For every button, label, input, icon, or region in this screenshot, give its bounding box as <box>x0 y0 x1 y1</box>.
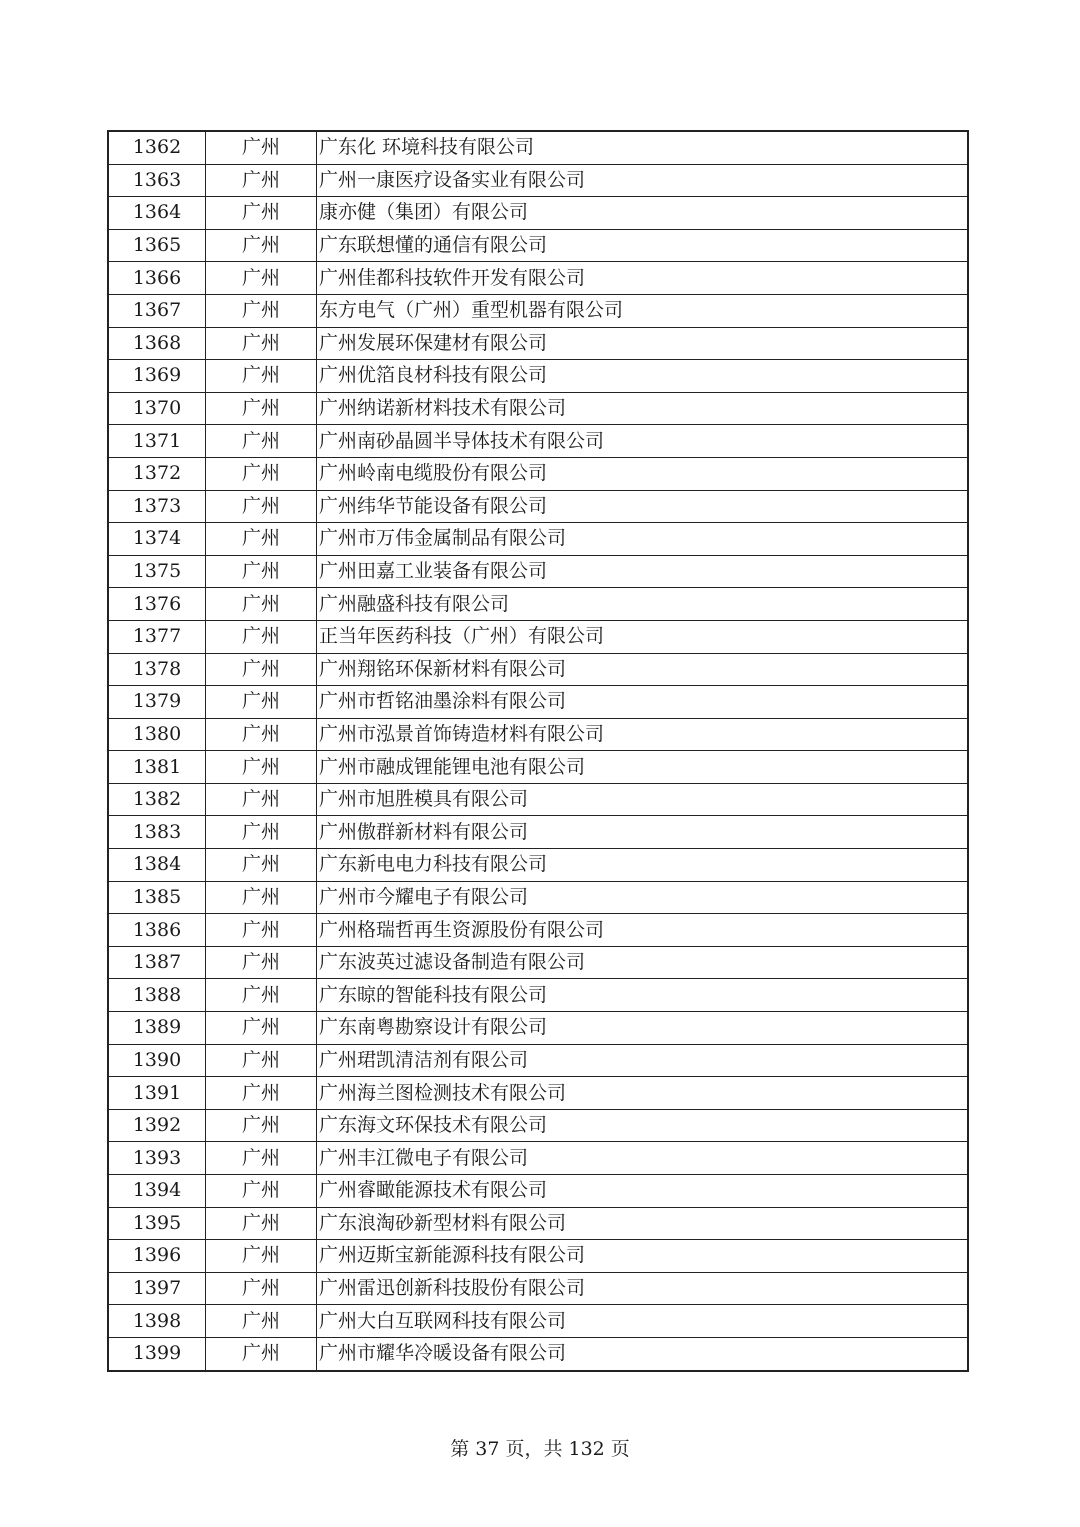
row-number-cell: 1385 <box>108 881 206 914</box>
table-row <box>108 392 968 425</box>
row-company-name-cell: 广州融盛科技有限公司 <box>317 588 969 621</box>
row-city-cell: 广州 <box>206 914 317 947</box>
row-city-cell: 广州 <box>206 751 317 784</box>
table-row <box>108 327 968 360</box>
row-number-cell: 1399 <box>108 1337 206 1370</box>
row-company-name-cell: 广州丰江微电子有限公司 <box>317 1142 969 1175</box>
row-company-name-cell: 广州佳都科技软件开发有限公司 <box>317 262 969 295</box>
row-number-cell: 1371 <box>108 425 206 458</box>
row-city-cell: 广州 <box>206 164 317 197</box>
row-city-cell: 广州 <box>206 588 317 621</box>
table-body <box>108 131 968 1371</box>
row-city-cell: 广州 <box>206 946 317 979</box>
row-city-cell: 广州 <box>206 131 317 164</box>
row-company-name-cell: 广州市万伟金属制品有限公司 <box>317 523 969 556</box>
row-city-cell: 广州 <box>206 1305 317 1338</box>
row-company-name-cell: 正当年医药科技（广州）有限公司 <box>317 620 969 653</box>
row-company-name-cell: 广州翔铭环保新材料有限公司 <box>317 653 969 686</box>
table-row <box>108 457 968 490</box>
row-number-cell: 1382 <box>108 783 206 816</box>
company-list-table <box>107 130 969 1372</box>
table-row <box>108 816 968 849</box>
table-row <box>108 1337 968 1370</box>
row-company-name-cell: 广东化 环境科技有限公司 <box>317 131 969 164</box>
table-row <box>108 1109 968 1142</box>
row-city-cell: 广州 <box>206 294 317 327</box>
table-row <box>108 979 968 1012</box>
row-number-cell: 1394 <box>108 1175 206 1208</box>
row-company-name-cell: 广州雷迅创新科技股份有限公司 <box>317 1272 969 1305</box>
row-number-cell: 1390 <box>108 1044 206 1077</box>
table-row <box>108 164 968 197</box>
row-company-name-cell: 广州大白互联网科技有限公司 <box>317 1305 969 1338</box>
row-number-cell: 1381 <box>108 751 206 784</box>
row-number-cell: 1396 <box>108 1240 206 1273</box>
row-number-cell: 1379 <box>108 686 206 719</box>
row-company-name-cell: 广州一康医疗设备实业有限公司 <box>317 164 969 197</box>
row-city-cell: 广州 <box>206 718 317 751</box>
table-row <box>108 490 968 523</box>
row-city-cell: 广州 <box>206 457 317 490</box>
row-number-cell: 1366 <box>108 262 206 295</box>
row-number-cell: 1372 <box>108 457 206 490</box>
row-company-name-cell: 广州海兰图检测技术有限公司 <box>317 1077 969 1110</box>
row-company-name-cell: 广州睿瞰能源技术有限公司 <box>317 1175 969 1208</box>
row-city-cell: 广州 <box>206 392 317 425</box>
row-number-cell: 1365 <box>108 229 206 262</box>
table-row <box>108 294 968 327</box>
row-city-cell: 广州 <box>206 197 317 230</box>
row-number-cell: 1373 <box>108 490 206 523</box>
table-row <box>108 1240 968 1273</box>
row-city-cell: 广州 <box>206 686 317 719</box>
table-row <box>108 1142 968 1175</box>
row-company-name-cell: 广东波英过滤设备制造有限公司 <box>317 946 969 979</box>
row-number-cell: 1378 <box>108 653 206 686</box>
row-number-cell: 1377 <box>108 620 206 653</box>
row-number-cell: 1367 <box>108 294 206 327</box>
row-company-name-cell: 广州市今耀电子有限公司 <box>317 881 969 914</box>
row-company-name-cell: 广州纳诺新材料技术有限公司 <box>317 392 969 425</box>
row-city-cell: 广州 <box>206 620 317 653</box>
row-company-name-cell: 广州田嘉工业装备有限公司 <box>317 555 969 588</box>
row-number-cell: 1363 <box>108 164 206 197</box>
page-number-footer: 第 37 页，共 132 页 <box>450 1438 630 1460</box>
row-company-name-cell: 广州南砂晶圆半导体技术有限公司 <box>317 425 969 458</box>
table-row <box>108 718 968 751</box>
table-row <box>108 1272 968 1305</box>
table-row <box>108 1044 968 1077</box>
table-row <box>108 881 968 914</box>
row-number-cell: 1364 <box>108 197 206 230</box>
table-row <box>108 360 968 393</box>
table-row <box>108 262 968 295</box>
row-number-cell: 1386 <box>108 914 206 947</box>
table-row <box>108 229 968 262</box>
row-company-name-cell: 广东海文环保技术有限公司 <box>317 1109 969 1142</box>
row-city-cell: 广州 <box>206 1077 317 1110</box>
row-city-cell: 广州 <box>206 1337 317 1370</box>
row-company-name-cell: 广州市哲铭油墨涂料有限公司 <box>317 686 969 719</box>
table-row <box>108 914 968 947</box>
row-number-cell: 1362 <box>108 131 206 164</box>
row-number-cell: 1389 <box>108 1012 206 1045</box>
row-city-cell: 广州 <box>206 262 317 295</box>
table-row <box>108 1305 968 1338</box>
row-company-name-cell: 广州优箔良材科技有限公司 <box>317 360 969 393</box>
row-number-cell: 1387 <box>108 946 206 979</box>
table-row <box>108 653 968 686</box>
row-city-cell: 广州 <box>206 229 317 262</box>
row-city-cell: 广州 <box>206 425 317 458</box>
row-number-cell: 1370 <box>108 392 206 425</box>
row-company-name-cell: 广州傲群新材料有限公司 <box>317 816 969 849</box>
table-row <box>108 131 968 164</box>
row-city-cell: 广州 <box>206 979 317 1012</box>
table-row <box>108 783 968 816</box>
table-row <box>108 197 968 230</box>
row-number-cell: 1392 <box>108 1109 206 1142</box>
row-city-cell: 广州 <box>206 816 317 849</box>
row-city-cell: 广州 <box>206 360 317 393</box>
table-row <box>108 1175 968 1208</box>
row-city-cell: 广州 <box>206 1207 317 1240</box>
row-city-cell: 广州 <box>206 523 317 556</box>
row-number-cell: 1388 <box>108 979 206 1012</box>
row-company-name-cell: 广东南粤勘察设计有限公司 <box>317 1012 969 1045</box>
row-number-cell: 1391 <box>108 1077 206 1110</box>
row-company-name-cell: 广州岭南电缆股份有限公司 <box>317 457 969 490</box>
row-city-cell: 广州 <box>206 1012 317 1045</box>
row-number-cell: 1384 <box>108 849 206 882</box>
row-number-cell: 1395 <box>108 1207 206 1240</box>
row-city-cell: 广州 <box>206 653 317 686</box>
row-company-name-cell: 广州市旭胜模具有限公司 <box>317 783 969 816</box>
row-company-name-cell: 康亦健（集团）有限公司 <box>317 197 969 230</box>
table-row <box>108 620 968 653</box>
table-row <box>108 1207 968 1240</box>
row-city-cell: 广州 <box>206 327 317 360</box>
row-city-cell: 广州 <box>206 783 317 816</box>
row-number-cell: 1397 <box>108 1272 206 1305</box>
row-company-name-cell: 广州迈斯宝新能源科技有限公司 <box>317 1240 969 1273</box>
row-company-name-cell: 广州发展环保建材有限公司 <box>317 327 969 360</box>
row-city-cell: 广州 <box>206 1142 317 1175</box>
table-row <box>108 1077 968 1110</box>
table-row <box>108 751 968 784</box>
row-city-cell: 广州 <box>206 1175 317 1208</box>
row-number-cell: 1380 <box>108 718 206 751</box>
table-row <box>108 425 968 458</box>
row-company-name-cell: 广州格瑞哲再生资源股份有限公司 <box>317 914 969 947</box>
table-row <box>108 849 968 882</box>
row-city-cell: 广州 <box>206 1240 317 1273</box>
row-number-cell: 1368 <box>108 327 206 360</box>
row-city-cell: 广州 <box>206 1272 317 1305</box>
row-company-name-cell: 广州纬华节能设备有限公司 <box>317 490 969 523</box>
row-company-name-cell: 广东新电电力科技有限公司 <box>317 849 969 882</box>
row-company-name-cell: 广东晾的智能科技有限公司 <box>317 979 969 1012</box>
row-number-cell: 1375 <box>108 555 206 588</box>
row-number-cell: 1376 <box>108 588 206 621</box>
row-company-name-cell: 广东浪淘砂新型材料有限公司 <box>317 1207 969 1240</box>
row-number-cell: 1369 <box>108 360 206 393</box>
row-company-name-cell: 广州珺凯清洁剂有限公司 <box>317 1044 969 1077</box>
table-row <box>108 946 968 979</box>
row-number-cell: 1393 <box>108 1142 206 1175</box>
row-city-cell: 广州 <box>206 555 317 588</box>
row-city-cell: 广州 <box>206 1044 317 1077</box>
table-row <box>108 686 968 719</box>
row-number-cell: 1398 <box>108 1305 206 1338</box>
row-company-name-cell: 广州市耀华冷暖设备有限公司 <box>317 1337 969 1370</box>
table-row <box>108 523 968 556</box>
row-number-cell: 1374 <box>108 523 206 556</box>
row-city-cell: 广州 <box>206 849 317 882</box>
row-city-cell: 广州 <box>206 490 317 523</box>
row-company-name-cell: 广州市融成锂能锂电池有限公司 <box>317 751 969 784</box>
row-company-name-cell: 东方电气（广州）重型机器有限公司 <box>317 294 969 327</box>
row-city-cell: 广州 <box>206 1109 317 1142</box>
row-number-cell: 1383 <box>108 816 206 849</box>
row-company-name-cell: 广东联想懂的通信有限公司 <box>317 229 969 262</box>
table-row <box>108 1012 968 1045</box>
row-company-name-cell: 广州市泓景首饰铸造材料有限公司 <box>317 718 969 751</box>
row-city-cell: 广州 <box>206 881 317 914</box>
table-row <box>108 588 968 621</box>
table-row <box>108 555 968 588</box>
